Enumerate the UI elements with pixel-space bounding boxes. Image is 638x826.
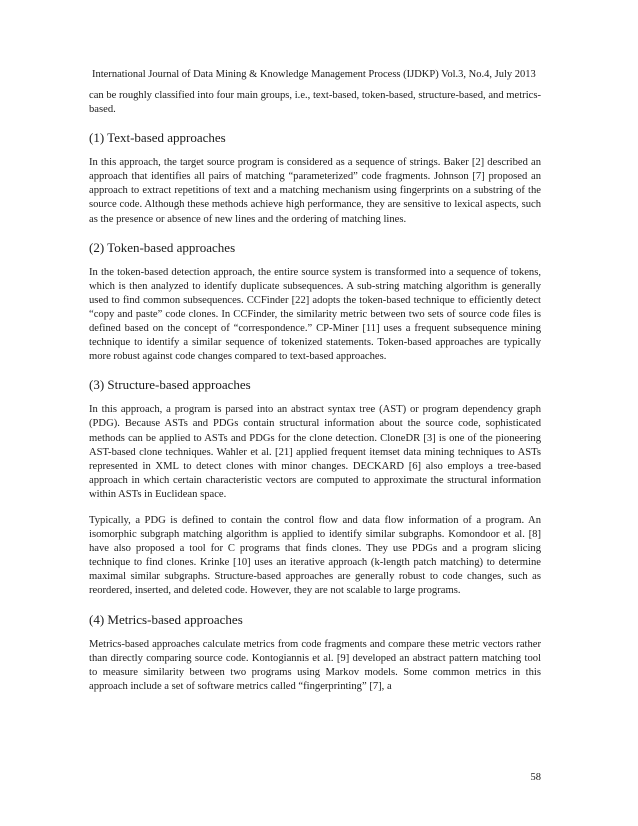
- token-based-paragraph: In the token-based detection approach, the entire source system is transformed into a sequence of tokens, which is then analyzed to identify duplicate subsequences. A sub-string matching algorithm is generally used to find common subsequences. CCFinder [22] adopts the token-based technique to efficiently detect “copy and paste” code clones. In CCFinder, the similarity metric between two sets of source code files is defined based on the concept of “correspondence.” CP-Miner [11] uses a frequent subsequence mining technique to identify a similar sequence of tokenized statements. Token-based approaches are typically more robust against code changes compared to text-based approaches.: [89, 266, 541, 363]
- running-header: International Journal of Data Mining & Knowledge Management Process (IJDKP) Vol.3, No.4, July 2013: [92, 69, 536, 80]
- section-heading-token-based: (2) Token-based approaches: [89, 239, 236, 255]
- section-heading-metrics-based: (4) Metrics-based approaches: [89, 611, 243, 627]
- metrics-based-paragraph: Metrics-based approaches calculate metrics from code fragments and compare these metric vectors rather than directly comparing source code. Kontogiannis et al. [9] developed an abstract pattern matching tool to measure similarity between two programs using Markov models. Some common metrics in this approach include a set of software metrics called “fingerprinting” [7], a: [89, 638, 541, 692]
- section-heading-structure-based: (3) Structure-based approaches: [89, 377, 251, 393]
- section-heading-text-based: (1) Text-based approaches: [89, 130, 226, 146]
- page-number: 58: [530, 772, 541, 783]
- structure-based-paragraph-1: In this approach, a program is parsed into an abstract syntax tree (AST) or program dependency graph (PDG). Because ASTs and PDGs contain structural information about the source code, sophisticated methods can be applied to ASTs and PDGs for the clone detection. CloneDR [3] is one of the pioneering AST-based clone techniques. Wahler et al. [21] applied frequent itemset data mining techniques to ASTs represented in XML to detect clones with minor changes. DECKARD [6] also employs a tree-based approach in which certain characteristic vectors are computed to approximate the structural information within ASTs in Euclidean space.: [89, 404, 541, 500]
- page-content: [89, 89, 541, 694]
- structure-based-paragraph-2: Typically, a PDG is defined to contain the control flow and data flow information of a program. An isomorphic subgraph matching algorithm is applied to identify similar subgraphs. Komondoor et al. [8] have also proposed a tool for C programs that finds clones. They use PDGs and a program slicing technique to find clones. Krinke [10] uses an iterative approach (k-length patch matching) to determine maximal similar subgraphs. Structure-based approaches are generally robust to code changes, such as reordered, inserted, and deleted code. However, they are not scalable to large programs.: [89, 514, 541, 597]
- text-based-paragraph: In this approach, the target source program is considered as a sequence of strings. Baker [2] described an approach that identifies all pairs of matching “parameterized” code fragments. Johnson [7] proposed an approach to extract repetitions of text and a matching mechanism using fingerprints on a substring of the source code. Although these methods achieve high performance, they are sensitive to lexical aspects, such as the presence or absence of new lines and the ordering of matching lines.: [89, 157, 541, 225]
- intro-paragraph: can be roughly classified into four main groups, i.e., text-based, token-based, structure-based, and metrics-based.: [89, 90, 541, 116]
